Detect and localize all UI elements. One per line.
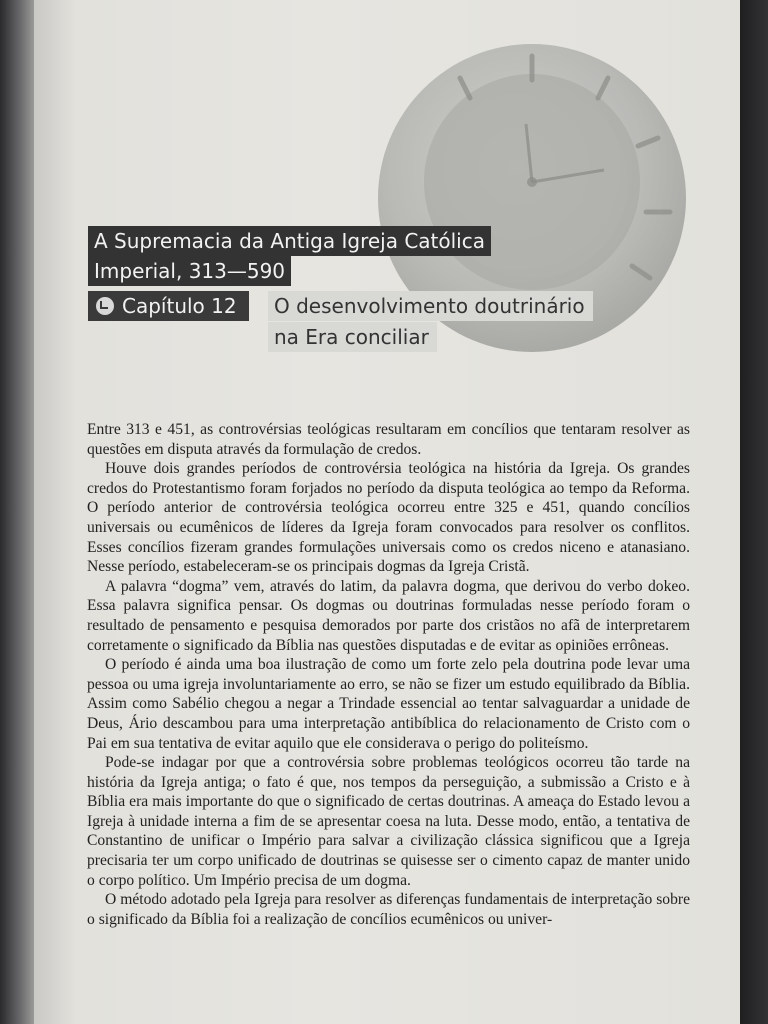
paragraph: O método adotado pela Igreja para resolver as diferenças fundamentais de interpretação sobre o significado da Bíblia foi a realização de concílios ecumênicos ou univer-	[87, 891, 690, 928]
paragraph: A palavra “dogma” vem, através do latim, da palavra dogma, que derivou do verbo dokeo. Essa palavra significa pensar. Os dogmas ou doutrinas formuladas nesse período foram o resultado de pensamento e pesquisa demorados por parte dos cristãos no afã de interpretarem corretamente o significado da Bíblia nas questões disputadas e de evitar as opiniões errôneas.	[87, 577, 690, 654]
part-title-line-2: Imperial, 313—590	[88, 256, 291, 286]
page-edge	[740, 0, 768, 1024]
chapter-title-line-1: O desenvolvimento doutrinário	[268, 291, 593, 321]
arrow-circle-icon	[96, 297, 114, 315]
part-title-line-1: A Supremacia da Antiga Igreja Católica	[88, 226, 491, 256]
chapter-label	[88, 291, 249, 321]
chapter-title-line-2: na Era conciliar	[268, 322, 437, 352]
book-gutter	[0, 0, 34, 1024]
paragraph: Houve dois grandes períodos de controvérsia teológica na história da Igreja. Os grandes credos do Protestantismo foram forjados no período da disputa teológica ao tempo da Reforma. O período anterior de controvérsia teológica ocorreu entre 325 e 451, quando concílios universais ou ecumênicos de líderes da Igreja foram convocados para resolver os conflitos. Esses concílios fizeram grandes formulações universais como os credos niceno e atanasiano. Nesse período, estabeleceram-se os principais dogmas da Igreja Cristã.	[87, 460, 690, 576]
chapter-body	[87, 420, 690, 929]
paragraph: O período é ainda uma boa ilustração de como um forte zelo pela doutrina pode levar uma pessoa ou uma igreja involuntariamente ao erro, se não se fizer um estudo equilibrado da Bíblia. Assim como Sabélio chegou a negar a Trindade essencial ao tentar salvaguardar a unidade de Deus, Ário descambou para uma interpretação antibíblica do relacionamento de Cristo com o Pai em sua tentativa de evitar aquilo que ele considerava o perigo do politeísmo.	[87, 656, 690, 752]
chapter-number: Capítulo 12	[122, 294, 237, 318]
paragraph: Entre 313 e 451, as controvérsias teológicas resultaram em concílios que tentaram resolver as questões em disputa através da formulação de credos.	[87, 421, 690, 458]
paragraph: Pode-se indagar por que a controvérsia sobre problemas teológicos ocorreu tão tarde na história da Igreja antiga; o fato é que, nos tempos da perseguição, a submissão a Cristo e à Bíblia era mais importante do que o significado de certas doutrinas. A ameaça do Estado levou a Igreja à unidade interna a fim de se apresentar coesa na luta. Desse modo, então, a tentativa de Constantino de unificar o Império para salvar a civilização clássica significou que a Igreja precisaria ter um corpo unificado de doutrinas se quisesse ser o cimento capaz de manter unido o corpo político. Um Império precisa de um dogma.	[87, 754, 690, 889]
